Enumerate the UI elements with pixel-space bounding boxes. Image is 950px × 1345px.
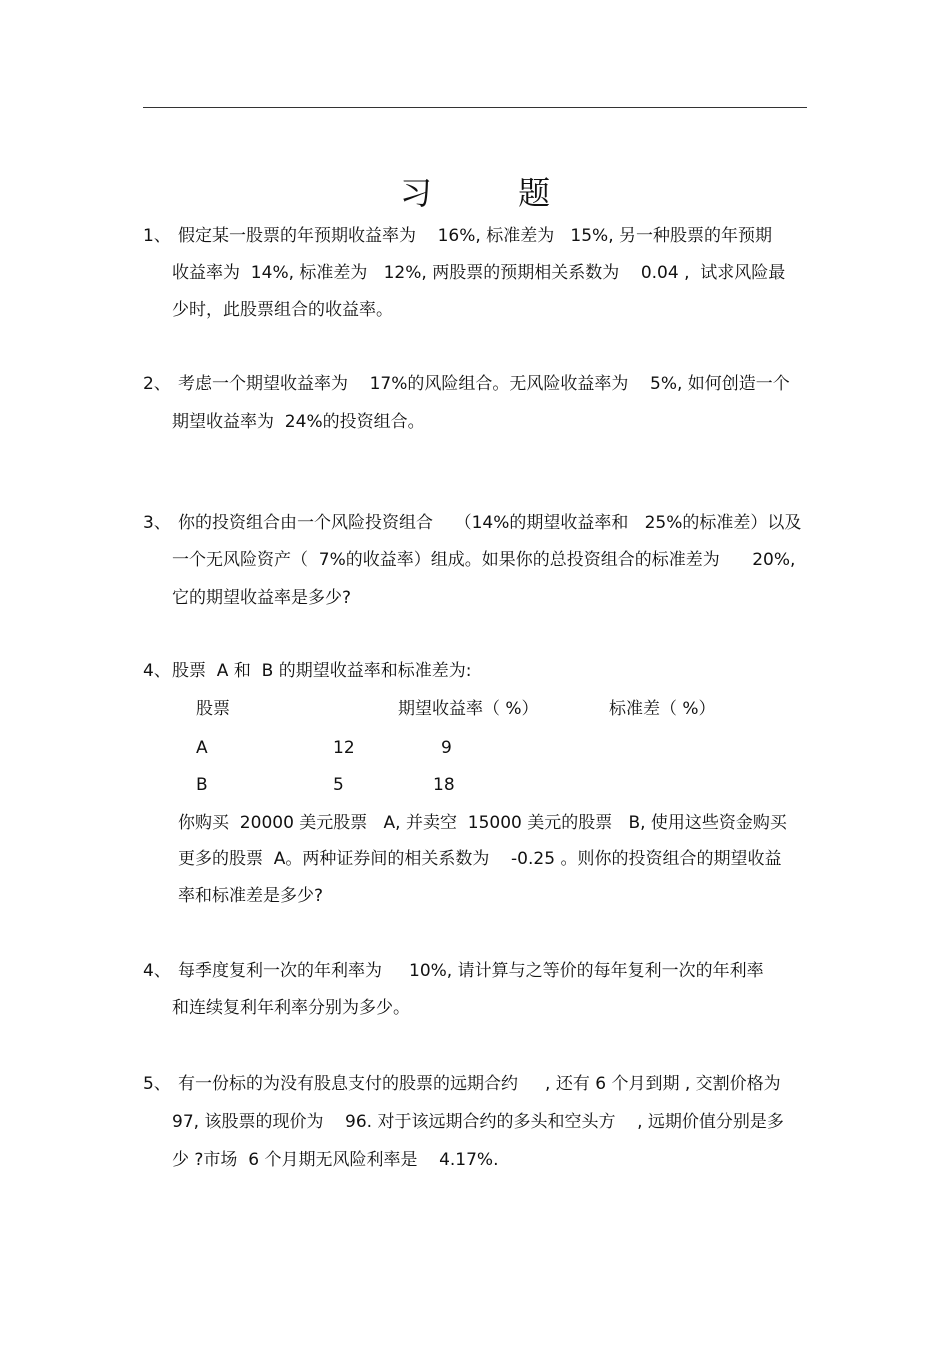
- problem-3-line-3: 它的期望收益率是多少?: [172, 588, 352, 608]
- problem-5-line-2: 97, 该股票的现价为 96. 对于该远期合约的多头和空头方 , 远期价值分别是多: [172, 1112, 784, 1132]
- table-cell-a-std: 9: [441, 738, 452, 758]
- problem-2-line-2: 期望收益率为 24%的投资组合。: [172, 412, 425, 432]
- table-header-stock: 股票: [196, 699, 230, 719]
- problem-5-line-1: 有一份标的为没有股息支付的股票的远期合约 , 还有 6 个月到期 , 交割价格为: [178, 1074, 781, 1094]
- problem-4b-line-1: 每季度复利一次的年利率为 10%, 请计算与之等价的每年复利一次的年利率: [178, 961, 764, 981]
- table-cell-b-std: 18: [433, 775, 455, 795]
- problem-4-line-1: 你购买 20000 美元股票 A, 并卖空 15000 美元的股票 B, 使用这些资金购买: [178, 813, 787, 833]
- table-header-std-dev: 标准差（ %）: [609, 699, 716, 719]
- problem-1-number: 1、: [143, 226, 171, 246]
- problem-3-line-1: 你的投资组合由一个风险投资组合 （14%的期望收益率和 25%的标准差）以及: [178, 513, 802, 533]
- header-rule: [143, 107, 807, 108]
- table-cell-b-return: 5: [333, 775, 344, 795]
- problem-4-intro: 股票 A 和 B 的期望收益率和标准差为:: [172, 661, 472, 681]
- table-cell-b-name: B: [196, 775, 208, 795]
- problem-3-number: 3、: [143, 513, 171, 533]
- problem-4b-number: 4、: [143, 961, 171, 981]
- table-cell-a-name: A: [196, 738, 208, 758]
- problem-4-line-2: 更多的股票 A。两种证券间的相关系数为 -0.25 。则你的投资组合的期望收益: [178, 849, 782, 869]
- problem-4b-line-2: 和连续复利年利率分别为多少。: [172, 998, 410, 1018]
- table-cell-a-return: 12: [333, 738, 355, 758]
- problem-2-number: 2、: [143, 374, 171, 394]
- problem-5-line-3: 少 ?市场 6 个月期无风险利率是 4.17%.: [172, 1150, 499, 1170]
- problem-4-number: 4、: [143, 661, 171, 681]
- problem-1-line-3: 少时，此股票组合的收益率。: [172, 300, 393, 320]
- problem-3-line-2: 一个无风险资产（ 7%的收益率）组成。如果你的总投资组合的标准差为 20%,: [172, 550, 796, 570]
- problem-1-line-1: 假定某一股票的年预期收益率为 16%, 标准差为 15%, 另一种股票的年预期: [178, 226, 773, 246]
- page-title: 习 题: [399, 174, 589, 212]
- problem-2-line-1: 考虑一个期望收益率为 17%的风险组合。无风险收益率为 5%, 如何创造一个: [178, 374, 790, 394]
- problem-5-number: 5、: [143, 1074, 171, 1094]
- problem-4-line-3: 率和标准差是多少?: [178, 886, 324, 906]
- problem-1-line-2: 收益率为 14%, 标准差为 12%, 两股票的预期相关系数为 0.04 , 试求风险最: [172, 263, 786, 283]
- table-header-expected-return: 期望收益率（ %）: [398, 699, 539, 719]
